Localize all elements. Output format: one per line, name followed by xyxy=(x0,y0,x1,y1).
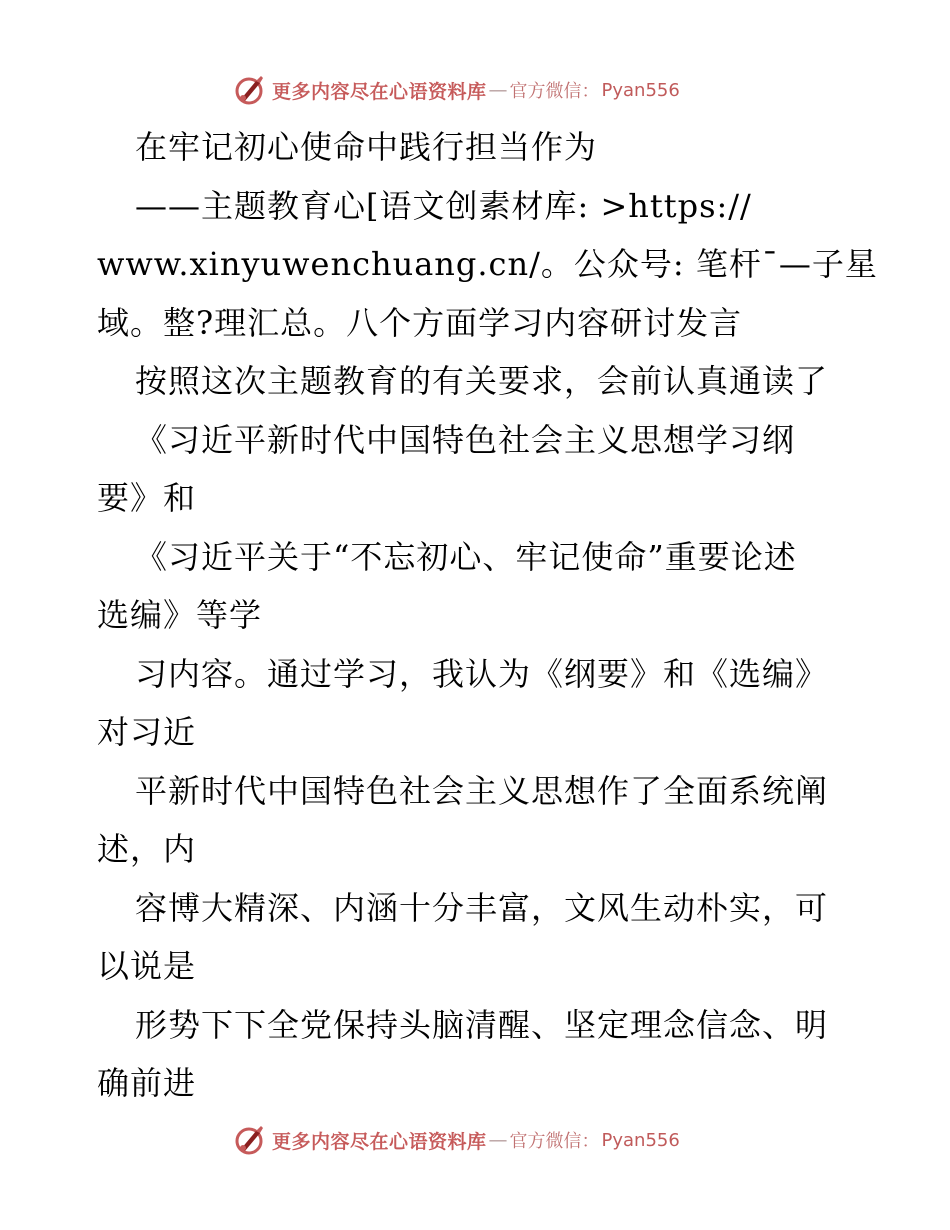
doc-line: 域。整?理汇总。八个方面学习内容研讨发言 xyxy=(97,303,743,342)
doc-line: 平新时代中国特色社会主义思想作了全面系统阐 xyxy=(135,771,829,810)
doc-line: 容博大精深、内涵十分丰富，文风生动朴实，可 xyxy=(135,888,829,927)
doc-subtitle-line: ——主题教育心[语文创素材库: >https:// xyxy=(135,186,752,225)
header-main-text: 更多内容尽在心语资料库 xyxy=(272,80,487,103)
doc-title: 在牢记初心使命中践行担当作为 xyxy=(135,128,598,166)
calligraphy-brush-logo-icon xyxy=(232,1123,266,1157)
calligraphy-brush-logo-icon xyxy=(232,73,266,107)
footer-main-text: 更多内容尽在心语资料库 xyxy=(272,1130,487,1153)
footer-wechat-handle: Pyan556 xyxy=(601,1129,680,1151)
footer-dash: — xyxy=(488,1129,508,1151)
doc-line: 要》和 xyxy=(97,479,197,517)
doc-line: 《习近平新时代中国特色社会主义思想学习纲 xyxy=(135,420,796,459)
document-body xyxy=(97,118,878,1113)
header-wechat-handle: Pyan556 xyxy=(601,79,680,101)
doc-line: 对习近 xyxy=(97,713,197,751)
doc-line: 以说是 xyxy=(97,947,197,985)
doc-line: 习内容。通过学习，我认为《纲要》和《选编》 xyxy=(135,654,829,693)
doc-line: 选编》等学 xyxy=(97,596,263,634)
doc-line: 确前进 xyxy=(97,1064,197,1102)
doc-line: www.xinyuwenchuang.cn/。公众号: 笔杆¯—子星 xyxy=(97,245,878,283)
header-wechat-label: 官方微信： xyxy=(509,81,600,102)
doc-line: 《习近平关于“不忘初心、牢记使命”重要论述 xyxy=(135,537,797,576)
footer-wechat-label: 官方微信： xyxy=(509,1131,600,1152)
doc-line: 按照这次主题教育的有关要求，会前认真通读了 xyxy=(135,362,829,400)
header-dash: — xyxy=(488,79,508,101)
doc-line: 述，内 xyxy=(97,830,197,868)
footer-banner xyxy=(232,1120,752,1160)
header-banner xyxy=(232,70,752,110)
doc-line: 形势下下全党保持头脑清醒、坚定理念信念、明 xyxy=(135,1005,829,1044)
